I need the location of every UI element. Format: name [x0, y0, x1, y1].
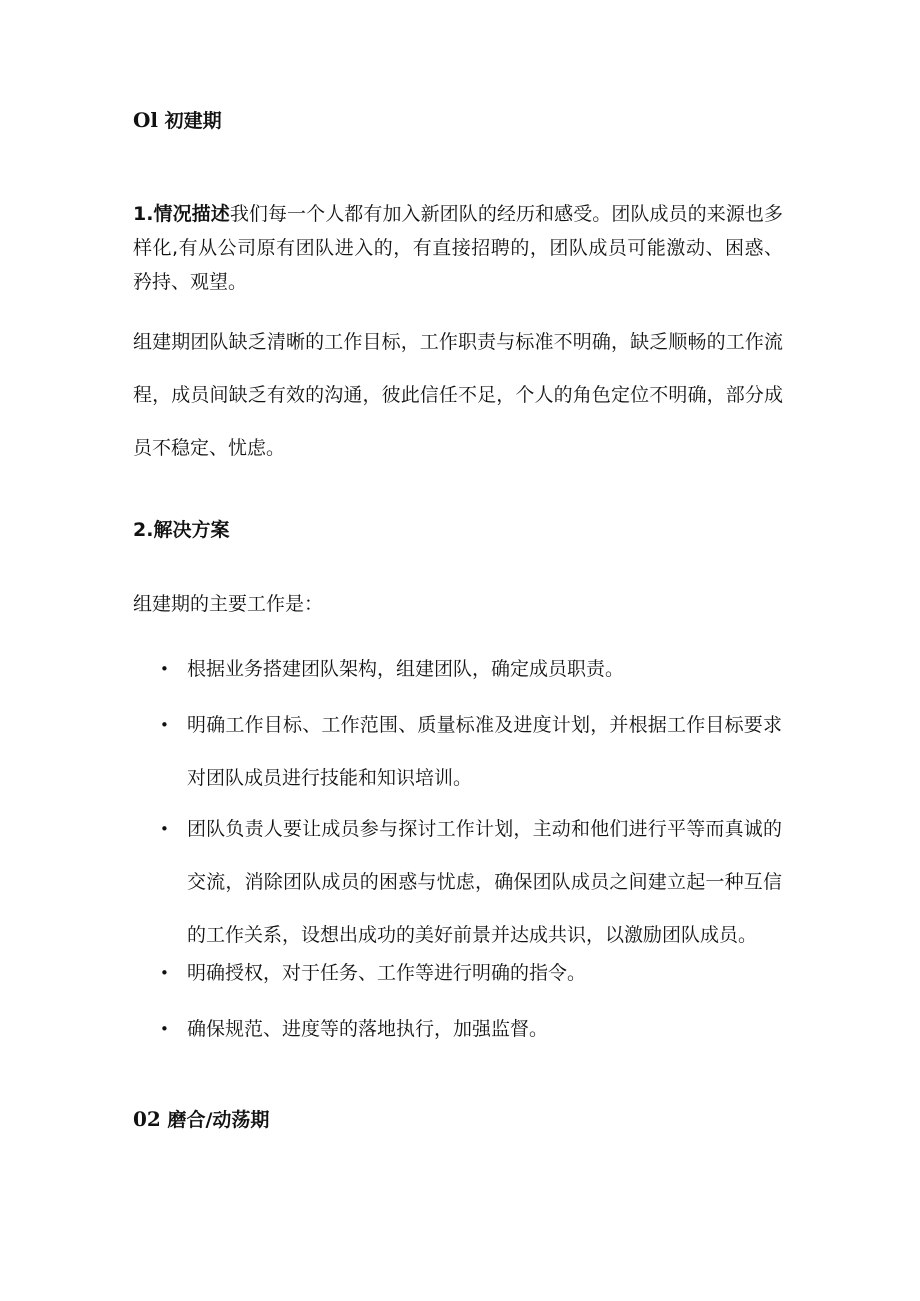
bullet-icon: •: [160, 660, 169, 678]
situation-paragraph: [133, 197, 783, 299]
list-item-text: 团队负责人要让成员参与探讨工作计划，主动和他们进行平等而真诚的交流，消除团队成员的困惑与忧虑，确保团队成员之间建立起一种互信的工作关系，设想出成功的美好前景并达成共识，以激励团队成员。: [187, 818, 782, 946]
list-item: [160, 947, 782, 1000]
situation-label: 1.情况描述: [133, 203, 230, 225]
bullet-icon: •: [160, 1020, 169, 1038]
list-item: [160, 1003, 782, 1056]
solution-intro: [133, 592, 783, 616]
list-item-text: 明确授权，对于任务、工作等进行明确的指令。: [187, 962, 587, 984]
list-item: [160, 803, 782, 962]
situation-text: 我们每一个人都有加入新团队的经历和感受。团队成员的来源也多样化,有从公司原有团队进入的，有直接招聘的，团队成员可能激动、困惑、矜持、观望。: [133, 203, 783, 293]
list-item-text: 明确工作目标、工作范围、质量标准及进度计划，并根据工作目标要求对团队成员进行技能和知识培训。: [187, 714, 782, 789]
solution-intro-text: 组建期的主要工作是：: [133, 593, 324, 615]
bullet-icon: •: [160, 716, 169, 734]
problems-paragraph: [133, 316, 783, 475]
list-item-text: 确保规范、进度等的落地执行，加强监督。: [187, 1018, 549, 1040]
solution-heading: [133, 515, 229, 542]
section-heading-phase2: [133, 1105, 269, 1132]
problems-text: 组建期团队缺乏清晰的工作目标，工作职责与标准不明确，缺乏顺畅的工作流程，成员间缺乏有效的沟通，彼此信任不足，个人的角色定位不明确，部分成员不稳定、忧虑。: [133, 331, 783, 459]
bullet-icon: •: [160, 820, 169, 838]
list-item: [160, 643, 782, 696]
phase1-title: 初建期: [164, 110, 222, 132]
list-item-text: 根据业务搭建团队架构，组建团队，确定成员职责。: [187, 658, 625, 680]
phase2-title: 磨合/动荡期: [167, 1109, 270, 1131]
list-item: [160, 699, 782, 805]
phase1-number: Ol: [133, 108, 159, 132]
phase2-number: 02: [133, 1107, 161, 1131]
bullet-icon: •: [160, 964, 169, 982]
solution-heading-text: 2.解决方案: [133, 519, 230, 541]
section-heading-phase1: [133, 106, 222, 133]
